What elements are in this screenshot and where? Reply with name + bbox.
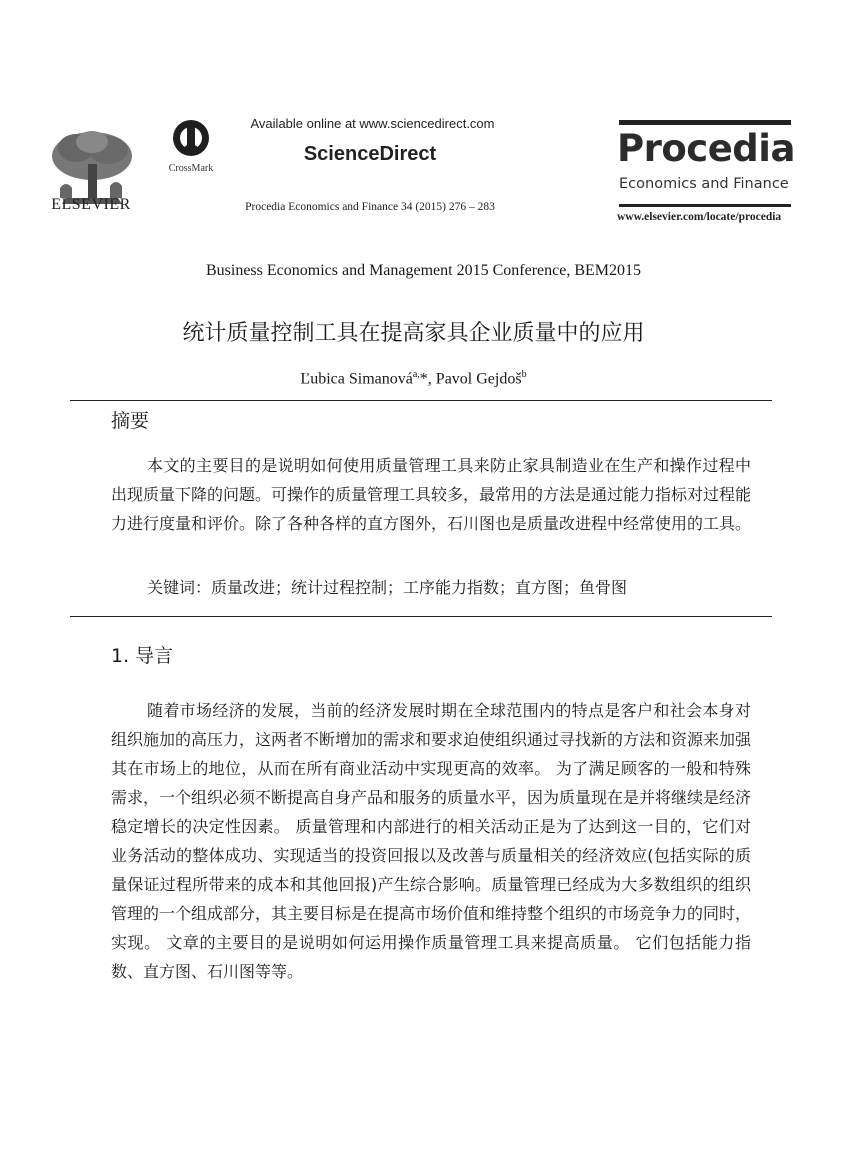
journal-reference: Procedia Economics and Finance 34 (2015) 276 – 283 bbox=[245, 201, 495, 213]
author-affiliation-mark: a, bbox=[412, 369, 420, 380]
intro-text: 随着市场经济的发展，当前的经济发展时期在全球范围内的特点是客户和社会本身对组织施加的高压力，这两者不断增加的需求和要求迫使组织通过寻找新的方法和资源来加强其在市场上的地位，从而在所有商业活动中实现更高的效率。 为了满足顾客的一般和特殊需求，一个组织必须不断提高自身产品和服务的质量水平，因为质量现在是并将继续是经济稳定增长的决定性因素。 质量管理和内部进行的相关活动正是为了达到这一目的，它们对业务活动的整体成功、实现适当的投资回报以及改善与质量相关的经济效应(包括实际的质量保证过程所带来的成本和其他回报)产生综合影响。质量管理已经成为大多数组织的组织管理的一个组成部分，其主要目标是在提高市场价值和维持整个组织的市场竞争力的同时，实现。 文章的主要目的是说明如何运用操作质量管理工具来提高质量。 它们包括能力指数、直方图、石川图等等。 bbox=[111, 701, 752, 981]
elsevier-wordmark: ELSEVIER bbox=[51, 196, 131, 213]
abstract-heading: 摘要 bbox=[111, 410, 150, 432]
procedia-bottom-rule bbox=[619, 204, 791, 207]
crossmark-label: CrossMark bbox=[168, 163, 214, 174]
article-title: 统计质量控制工具在提高家具企业质量中的应用 bbox=[182, 321, 645, 346]
abstract-bottom-rule bbox=[70, 616, 772, 617]
procedia-logo-subtitle: Economics and Finance bbox=[619, 176, 789, 192]
procedia-logo-title: Procedia bbox=[617, 127, 795, 170]
abstract-text: 本文的主要目的是说明如何使用质量管理工具来防止家具制造业在生产和操作过程中出现质量下降的问题。可操作的质量管理工具较多，最常用的方法是通过能力指标对过程能力进行度量和评价。除了各种各样的直方图外，石川图也是质量改进程中经常使用的工具。 bbox=[111, 456, 752, 533]
author-name: Ľubica Simanová bbox=[300, 370, 413, 388]
corresponding-author-mark: *, bbox=[419, 370, 436, 388]
crossmark-icon bbox=[171, 118, 211, 158]
procedia-top-rule bbox=[619, 120, 791, 125]
conference-name: Business Economics and Management 2015 Conference, BEM2015 bbox=[205, 262, 642, 279]
intro-heading: 1. 导言 bbox=[111, 645, 174, 667]
crossmark-badge[interactable] bbox=[166, 118, 216, 174]
available-online-text: Available online at www.sciencedirect.com bbox=[250, 116, 495, 131]
author-name: Pavol Gejdoš bbox=[435, 370, 522, 388]
sciencedirect-logo[interactable]: ScienceDirect bbox=[303, 143, 437, 165]
procedia-url-link[interactable]: www.elsevier.com/locate/procedia bbox=[617, 211, 782, 223]
keywords-line: 关键词：质量改进；统计过程控制；工序能力指数；直方图；鱼骨图 bbox=[147, 578, 628, 597]
author-affiliation-mark: b bbox=[521, 369, 527, 380]
abstract-top-rule bbox=[70, 400, 772, 401]
author-list bbox=[0, 369, 827, 388]
